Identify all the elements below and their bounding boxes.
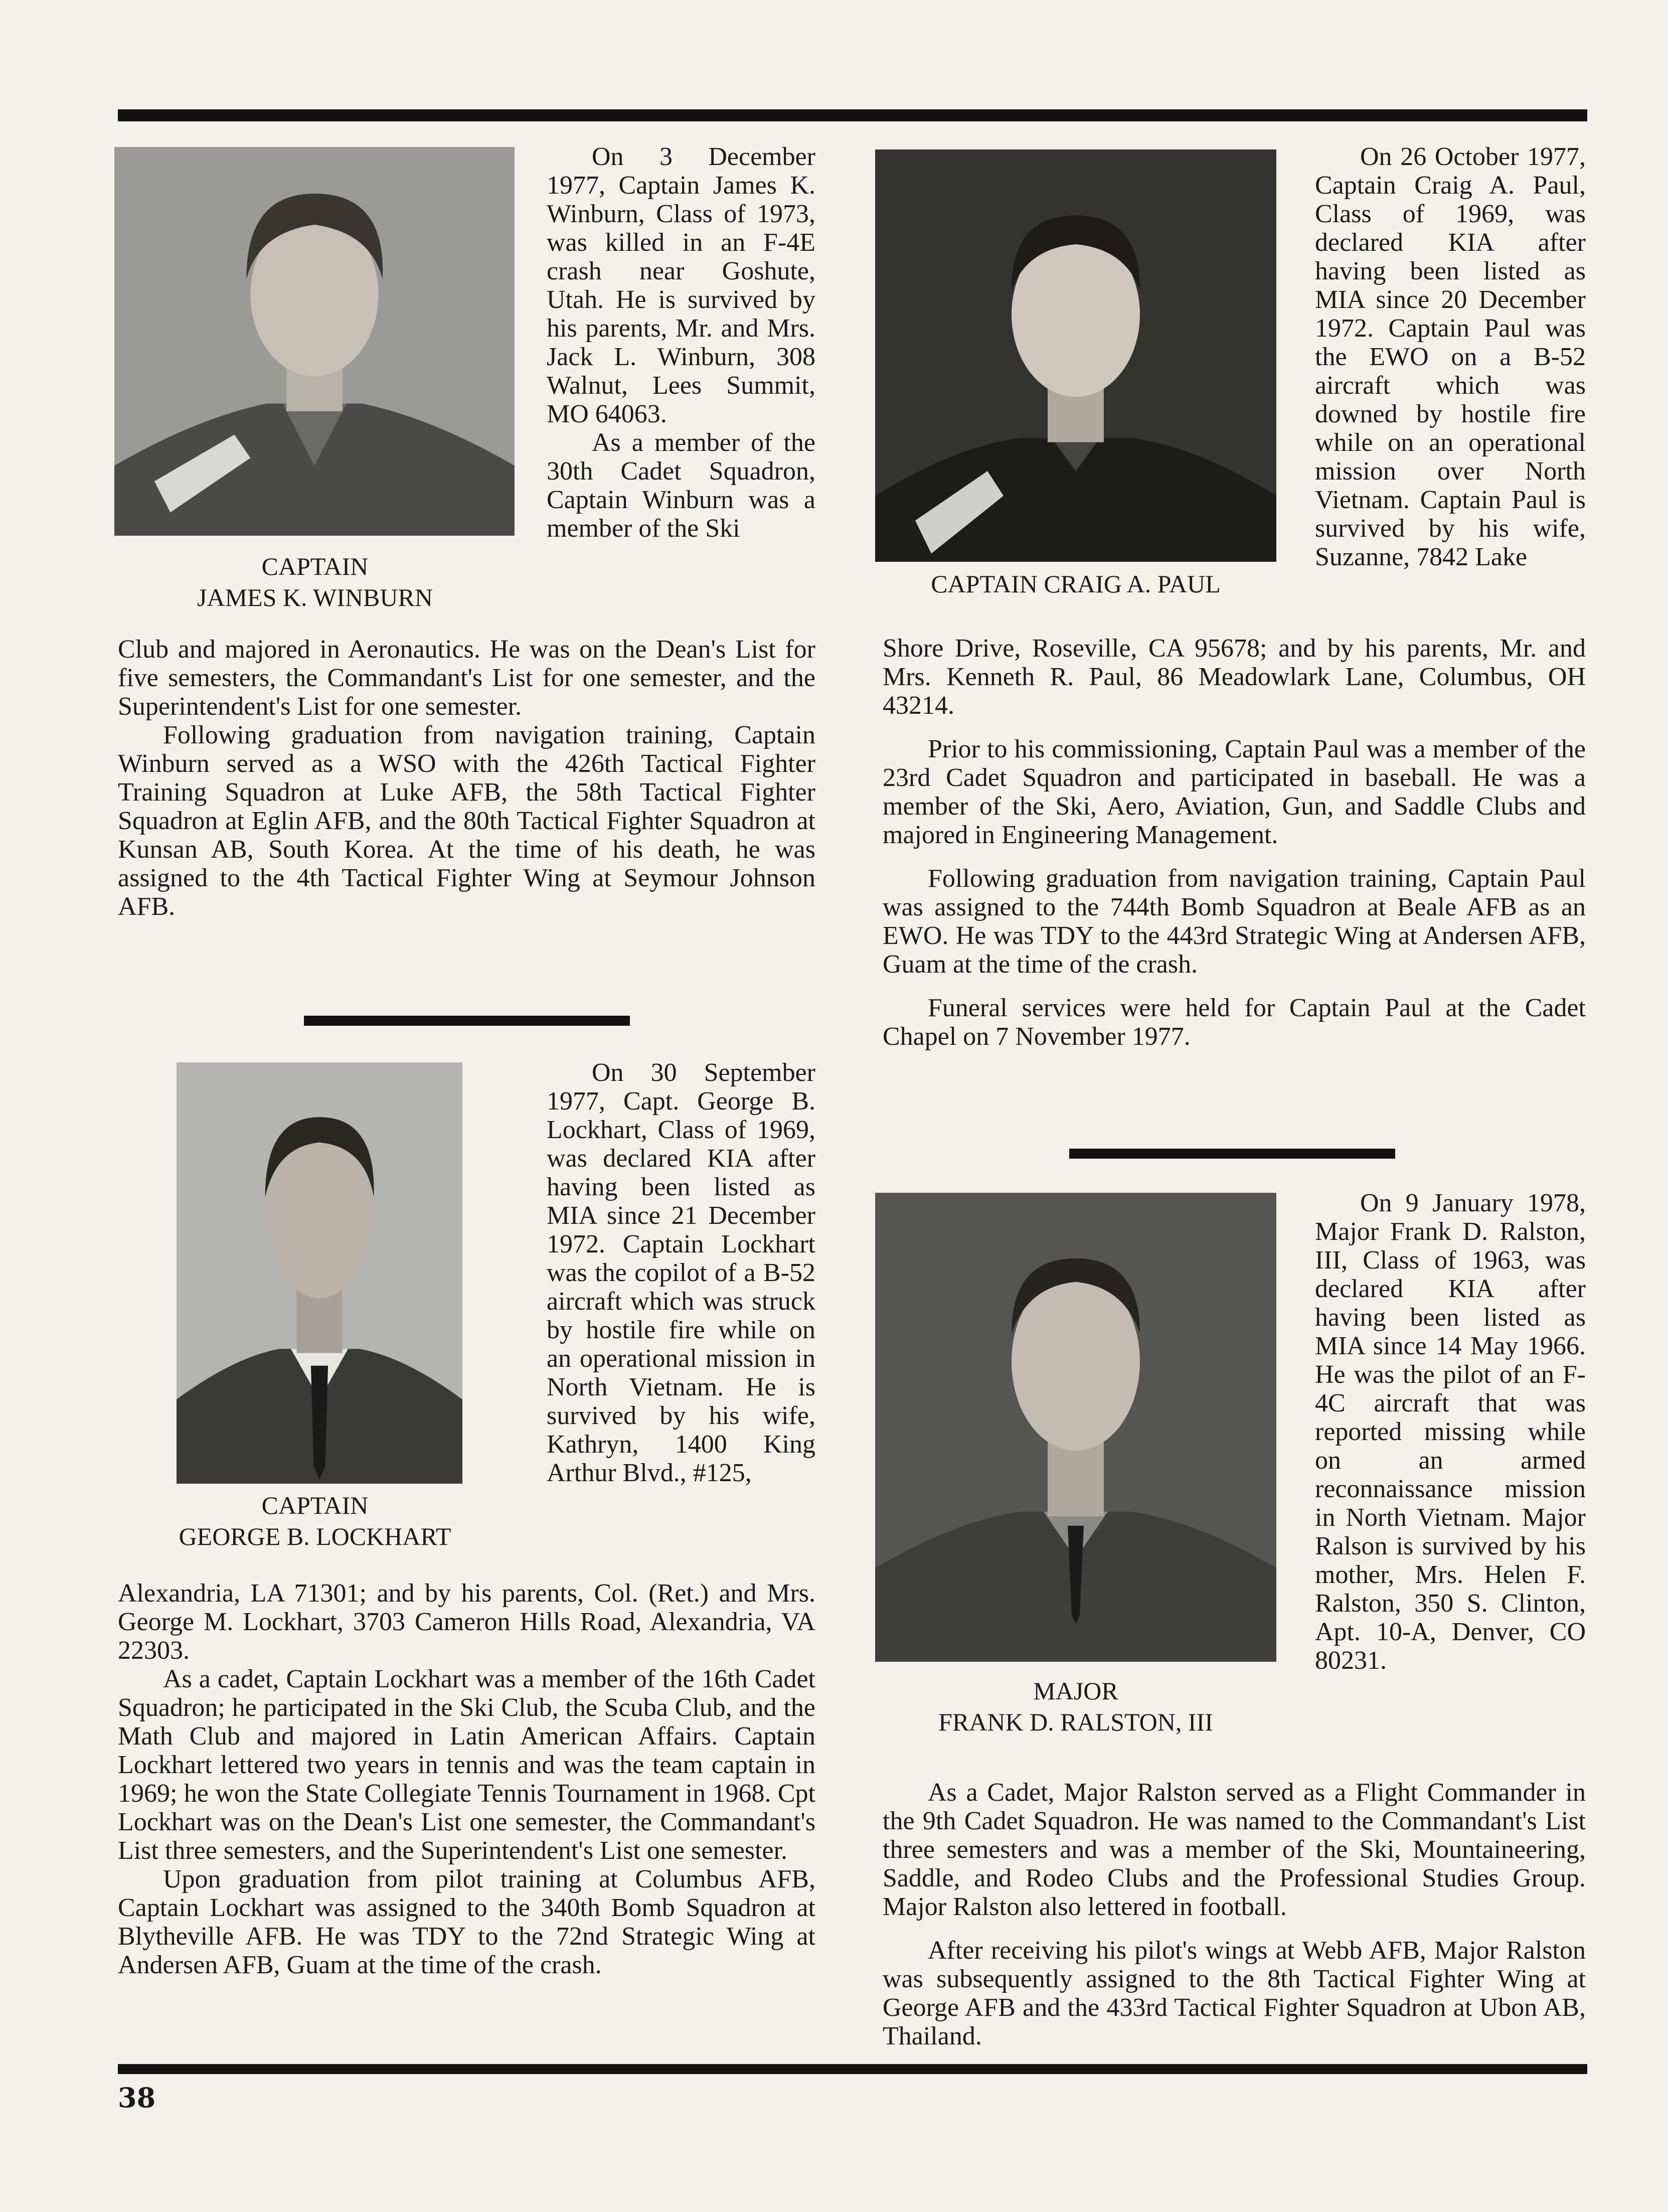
ralston-text-column-top [1315, 1189, 1586, 1675]
winburn-text-column-top [547, 142, 815, 543]
paul-text-column-full [883, 634, 1586, 1051]
lockhart-text-column-full [118, 1579, 815, 1979]
ralston-portrait-image [875, 1193, 1276, 1662]
ralston-paragraph-2: As a Cadet, Major Ralston served as a Flight Commander in the 9th Cadet Squadron. He was named to the Commandant's List three semesters and was a member of the Ski, Mountaineering, Saddle, and Rodeo Clubs and the Professional Studies Group. Major Ralston also lettered in football. [883, 1778, 1586, 1921]
winburn-portrait [114, 147, 515, 536]
paul-paragraph-3: Following graduation from navigation training, Captain Paul was assigned to the 744th Bomb Squadron at Beale AFB as an EWO. He was TDY to the 443rd Strategic Wing at Andersen AFB, Guam at the time of the crash. [883, 864, 1586, 979]
paul-portrait [875, 149, 1276, 562]
winburn-caption [129, 551, 501, 613]
bottom-rule [118, 2064, 1587, 2074]
ralston-caption-name: FRANK D. RALSTON, III [938, 1708, 1213, 1736]
lockhart-paragraph-2: As a cadet, Captain Lockhart was a member of the 16th Cadet Squadron; he participated in the Ski Club, the Scuba Club, and the Math Club and majored in Latin American Affairs. Captain Lockhart lettered two years in tennis and was the team captain in 1969; he won the State Collegiate Tennis Tournament in 1968. Cpt Lockhart was on the Dean's List one semester, the Commandant's List three semesters, and the Superintendent's List one semester. [118, 1665, 815, 1865]
paul-text-column-top [1315, 142, 1586, 571]
ralston-portrait [875, 1193, 1276, 1662]
ralston-paragraph-1: On 9 January 1978, Major Frank D. Ralston, III, Class of 1963, was declared KIA after having been listed as MIA since 14 May 1966. He was the pilot of an F-4C aircraft that was reported missing while on an armed reconnaissance mission in North Vietnam. Major Ralson is survived by his mother, Mrs. Helen F. Ralston, 350 S. Clinton, Apt. 10-A, Denver, CO 80231. [1315, 1189, 1586, 1675]
paul-caption [875, 568, 1276, 599]
winburn-caption-name: JAMES K. WINBURN [197, 583, 433, 611]
winburn-portrait-image [114, 147, 515, 536]
lockhart-paragraph-3: Upon graduation from pilot training at Columbus AFB, Captain Lockhart was assigned to the 340th Bomb Squadron at Blytheville AFB. He was TDY to the 72nd Strategic Wing at Andersen AFB, Guam at the time of the crash. [118, 1865, 815, 1979]
winburn-paragraph-2b: Club and majored in Aeronautics. He was on the Dean's List for five semesters, the Commandant's List for one semester, and the Superintendent's List for one semester. [118, 635, 815, 721]
left-section-divider [304, 1016, 630, 1026]
paul-paragraph-2: Prior to his commissioning, Captain Paul was a member of the 23rd Cadet Squadron and participated in baseball. He was a member of the Ski, Aero, Aviation, Gun, and Saddle Clubs and majored in Engineering Management. [883, 735, 1586, 849]
right-section-divider [1069, 1149, 1395, 1159]
winburn-paragraph-3: Following graduation from navigation training, Captain Winburn served as a WSO with the 426th Tactical Fighter Training Squadron at Luke AFB, the 58th Tactical Fighter Squadron at Eglin AFB, and the 80th Tactical Fighter Squadron at Kunsan AB, South Korea. At the time of his death, he was assigned to the 4th Tactical Fighter Wing at Seymour Johnson AFB. [118, 721, 815, 921]
ralston-caption-rank: MAJOR [1033, 1677, 1118, 1705]
lockhart-paragraph-1b: Alexandria, LA 71301; and by his parents, Col. (Ret.) and Mrs. George M. Lockhart, 3703 Cameron Hills Road, Alexandria, VA 22303. [118, 1579, 815, 1665]
lockhart-caption-rank: CAPTAIN [261, 1491, 369, 1519]
winburn-text-column-full [118, 635, 815, 921]
page-number: 38 [118, 2082, 156, 2114]
ralston-paragraph-3: After receiving his pilot's wings at Webb AFB, Major Ralston was subsequently assigned to the 8th Tactical Fighter Wing at George AFB and the 433rd Tactical Fighter Squadron at Ubon AB, Thailand. [883, 1936, 1586, 2050]
ralston-text-column-full [883, 1778, 1586, 2050]
lockhart-caption-name: GEORGE B. LOCKHART [179, 1522, 451, 1550]
paul-paragraph-1a: On 26 October 1977, Captain Craig A. Paul, Class of 1969, was declared KIA after having been listed as MIA since 20 December 1972. Captain Paul was the EWO on a B-52 aircraft which was downed by hostile fire while on an operational mission over North Vietnam. Captain Paul is survived by his wife, Suzanne, 7842 Lake [1315, 142, 1586, 571]
lockhart-text-column-top [547, 1058, 815, 1487]
ralston-caption [875, 1675, 1276, 1737]
lockhart-caption [129, 1490, 501, 1552]
top-rule [118, 109, 1587, 121]
winburn-paragraph-2a: As a member of the 30th Cadet Squadron, Captain Winburn was a member of the Ski [547, 428, 815, 543]
lockhart-portrait [177, 1062, 462, 1484]
lockhart-portrait-image [177, 1062, 462, 1484]
paul-portrait-image [875, 149, 1276, 562]
paul-caption-name: CAPTAIN CRAIG A. PAUL [931, 570, 1221, 598]
paul-paragraph-4: Funeral services were held for Captain Paul at the Cadet Chapel on 7 November 1977. [883, 994, 1586, 1051]
winburn-paragraph-1: On 3 December 1977, Captain James K. Winburn, Class of 1973, was killed in an F-4E crash near Goshute, Utah. He is survived by his parents, Mr. and Mrs. Jack L. Winburn, 308 Walnut, Lees Summit, MO 64063. [547, 142, 815, 428]
lockhart-paragraph-1a: On 30 September 1977, Capt. George B. Lockhart, Class of 1969, was declared KIA after having been listed as MIA since 21 December 1972. Captain Lockhart was the copilot of a B-52 aircraft which was struck by hostile fire while on an operational mission in North Vietnam. He is survived by his wife, Kathryn, 1400 King Arthur Blvd., #125, [547, 1058, 815, 1487]
paul-paragraph-1b: Shore Drive, Roseville, CA 95678; and by his parents, Mr. and Mrs. Kenneth R. Paul, 86 Meadowlark Lane, Columbus, OH 43214. [883, 634, 1586, 720]
winburn-caption-rank: CAPTAIN [261, 552, 369, 580]
